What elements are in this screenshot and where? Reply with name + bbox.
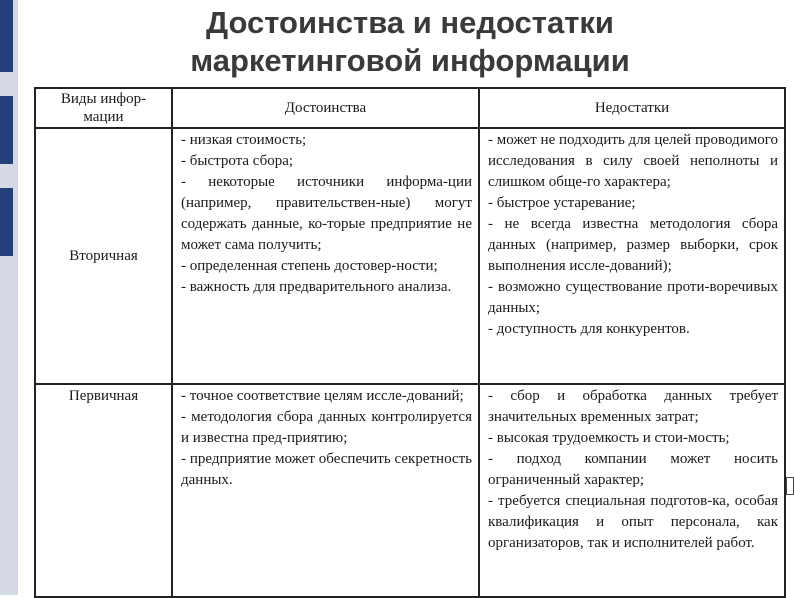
decor-bar-3 — [0, 188, 13, 256]
table-row-secondary — [35, 128, 785, 384]
header-info-type: Виды инфор- мации — [35, 88, 172, 128]
header-advantages: Достоинства — [172, 88, 479, 128]
advantages-secondary: - низкая стоимость; - быстрота сбора; - некоторые источники информа-ции (например, правительствен-ные) могут содержать данные, ко-торые предприятие не может сама получить; - определенная степень достовер-ности; - важность для предварительного анализа. — [172, 128, 479, 384]
table-header-row — [35, 88, 785, 128]
slide-title — [40, 4, 780, 80]
left-decor-strip — [0, 0, 18, 595]
header-disadvantages: Недостатки — [479, 88, 785, 128]
disadvantages-primary: - сбор и обработка данных требует значительных временных затрат; - высокая трудоемкость и стои-мость; - подход компании может носить ограниченный характер; - требуется специальная подготов-ка, особая квалификация и опыт персонала, как организаторов, так и исполнителей работ. — [479, 384, 785, 597]
edge-marker — [786, 477, 794, 495]
title-line-2: маркетинговой информации — [190, 43, 630, 78]
info-comparison-table — [34, 87, 786, 598]
advantages-primary: - точное соответствие целям иссле-дований; - методология сбора данных контролируется и известна пред-приятию; - предприятие может обеспечить секретность данных. — [172, 384, 479, 597]
title-line-1: Достоинства и недостатки — [206, 5, 614, 40]
decor-bar-2 — [0, 96, 13, 164]
disadvantages-secondary: - может не подходить для целей проводимого исследования в силу своей неполноты и слишком обще-го характера; - быстрое устаревание; - не всегда известна методология сбора данных (например, размер выборки, срок выполнения иссле-дований); - возможно существование проти-воречивых данных; - доступность для конкурентов. — [479, 128, 785, 384]
row-type-secondary: Вторичная — [35, 128, 172, 384]
row-type-primary: Первичная — [35, 384, 172, 597]
decor-bar-1 — [0, 0, 13, 72]
table-row-primary — [35, 384, 785, 597]
